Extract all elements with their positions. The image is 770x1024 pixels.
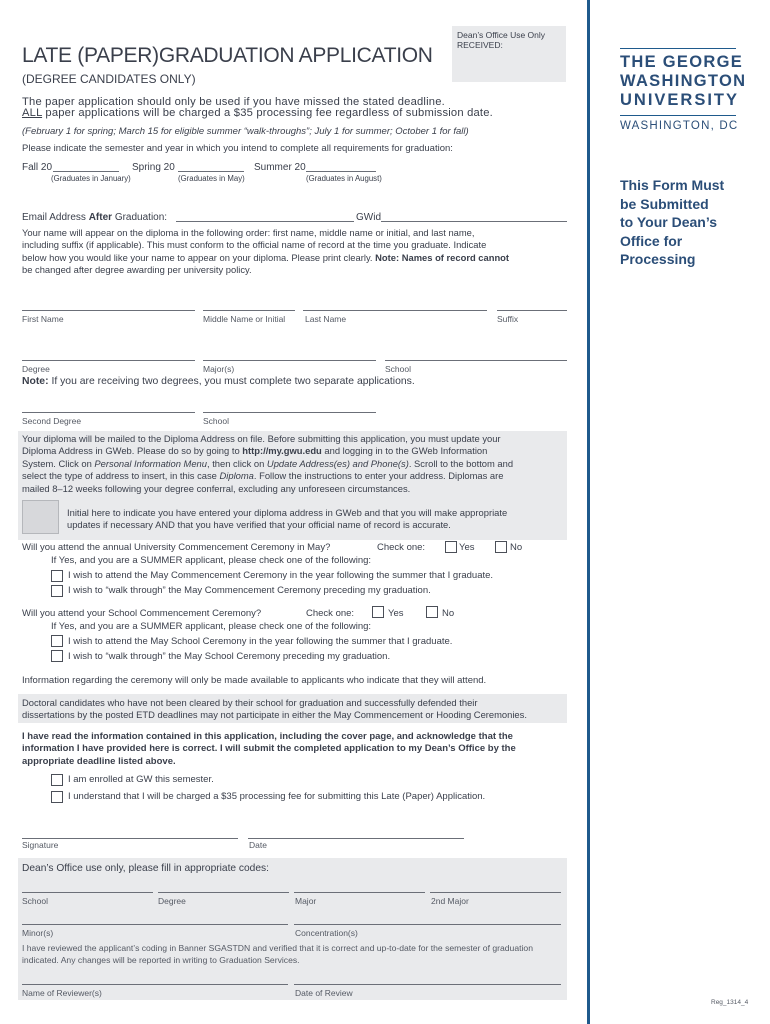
dean-school-label: School — [22, 896, 48, 906]
university-logo — [620, 48, 747, 132]
diploma-l4c: . Follow the instructions to enter your address. Diplomas are — [253, 470, 504, 482]
ack-line-3: appropriate deadline listed above. — [22, 755, 176, 767]
school-label: School — [385, 364, 411, 374]
diploma-line-4 — [22, 470, 567, 482]
submission-callout — [620, 176, 724, 269]
univ-ceremony-question: Will you attend the annual University Commencement Ceremony in May? — [22, 542, 331, 553]
review-date-label: Date of Review — [295, 988, 353, 998]
callout-line-4: Office for — [620, 232, 683, 249]
dean-2nd-major-label: 2nd Major — [431, 896, 469, 906]
ack-line-1: I have read the information contained in this application, including the cover page, and acknowledge that the — [22, 731, 513, 742]
name-instr-3b: Note: Names of record cannot — [375, 251, 510, 263]
initial-line-1: Initial here to indicate you have entered your diploma address in GWeb and that you will make appropriate — [67, 507, 508, 518]
logo-line-3: UNIVERSITY — [620, 91, 740, 109]
intro-line-2 — [22, 107, 493, 119]
diploma-l2a: Diploma Address in GWeb. Please do so by going to — [22, 445, 243, 457]
middle-name-input[interactable] — [203, 310, 295, 311]
email-label-c: Graduation: — [112, 212, 168, 223]
univ-opt1-label: I wish to attend the May Commencement Ceremony in the year following the summer that I graduate. — [68, 570, 494, 581]
diploma-l3a: System. Click on — [22, 457, 95, 469]
first-name-input[interactable] — [22, 310, 195, 311]
signature-input[interactable] — [22, 838, 238, 839]
callout-line-1: This Form Must — [620, 177, 725, 193]
first-name-label: First Name — [22, 314, 64, 324]
semester-fall: Fall 20 — [22, 162, 53, 173]
acknowledgement — [22, 731, 516, 768]
reviewer-name-label: Name of Reviewer(s) — [22, 988, 102, 998]
school-opt2-label: I wish to “walk through” the May School Ceremony preceding my graduation. — [68, 651, 391, 662]
ceremony-info: Information regarding the ceremony will only be made available to applicants who indicate that they will attend. — [22, 675, 487, 686]
school-yes-label: Yes — [388, 608, 404, 619]
semester-summer: Summer 20 — [254, 162, 306, 173]
dean-major-input[interactable] — [294, 892, 425, 893]
univ-yes-checkbox[interactable] — [445, 541, 457, 553]
gwid-input[interactable] — [381, 221, 567, 222]
univ-check-one: Check one: — [377, 542, 426, 553]
spring-note: (Graduates in May) — [178, 174, 245, 183]
diploma-line-3 — [22, 458, 567, 470]
name-instr-3 — [22, 252, 567, 264]
dean-school-input[interactable] — [22, 892, 153, 893]
diploma-l3c: , then click on — [206, 457, 267, 469]
diploma-l4b: Diploma — [219, 470, 254, 482]
majors-input[interactable] — [203, 360, 376, 361]
date-input[interactable] — [248, 838, 464, 839]
diploma-l2c: and logging in to the GWeb Information — [321, 445, 488, 457]
degree-input[interactable] — [22, 360, 195, 361]
page-subtitle: (DEGREE CANDIDATES ONLY) — [22, 72, 196, 86]
review-date-input[interactable] — [294, 984, 561, 985]
school-input[interactable] — [385, 360, 567, 361]
review-line-2: indicated. Any changes will be reported in writing to Graduation Services. — [22, 954, 300, 965]
dean-major-label: Major — [295, 896, 317, 906]
form-code: Reg_1314_4 — [711, 999, 749, 1006]
fee-label: I understand that I will be charged a $35 processing fee for submitting this Late (Paper) Application. — [68, 791, 486, 802]
univ-no-label: No — [510, 542, 523, 553]
name-instr-1: Your name will appear on the diploma in the following order: first name, middle name or initial, and last name, — [22, 227, 475, 238]
doctoral-text — [22, 697, 527, 722]
diploma-l3b: Personal Information Menu — [94, 457, 207, 469]
school-no-label: No — [442, 608, 455, 619]
school-no-checkbox[interactable] — [426, 606, 438, 618]
name-instr-3a: below how you would like your name to appear on your diploma. Please print clearly. — [22, 251, 376, 263]
email-label-a: Email Address — [22, 212, 89, 223]
dean-degree-input[interactable] — [158, 892, 289, 893]
univ-yes-label: Yes — [459, 542, 475, 553]
semester-spring: Spring 20 — [132, 162, 175, 173]
school-opt2-checkbox[interactable] — [51, 650, 63, 662]
doctoral-line-1: Doctoral candidates who have not been cleared by their school for graduation and successfully defended their — [22, 697, 478, 708]
name-instructions — [22, 227, 567, 277]
logo-city: WASHINGTON, DC — [620, 120, 739, 132]
name-instr-2: including suffix (if applicable). This must conform to the official name of record at the time you graduate. Indicate — [22, 239, 487, 251]
suffix-label: Suffix — [497, 314, 519, 324]
initial-line-2: updates if necessary AND that you have verified that your official name of record is accurate. — [67, 519, 451, 531]
name-instr-4: be changed after degree awarding per university policy. — [22, 264, 252, 276]
school-ceremony-question: Will you attend your School Commencement Ceremony? — [22, 608, 262, 619]
deans-section-header: Dean’s Office use only, please fill in appropriate codes: — [22, 863, 269, 874]
callout-line-2: be Submitted — [620, 195, 709, 212]
initial-box[interactable] — [22, 500, 59, 534]
dean-concentrations-input[interactable] — [294, 924, 561, 925]
school-summer-note: If Yes, and you are a SUMMER applicant, please check one of the following: — [51, 621, 372, 632]
school-opt1-checkbox[interactable] — [51, 635, 63, 647]
second-school-input[interactable] — [203, 412, 376, 413]
fall-year-line[interactable] — [53, 171, 119, 172]
dean-concentrations-label: Concentration(s) — [295, 928, 358, 938]
email-label — [22, 212, 167, 223]
note-text: If you are receiving two degrees, you must complete two separate applications. — [48, 376, 415, 387]
diploma-l3e: . Scroll to the bottom and — [408, 457, 514, 469]
diploma-text — [22, 433, 567, 495]
logo-line-1: THE GEORGE — [620, 53, 744, 71]
doctoral-line-2: dissertations by the posted ETD deadlines may not participate in either the May Commencement or Hooding Ceremonies. — [22, 709, 527, 721]
second-school-label: School — [203, 416, 229, 426]
diploma-line-2 — [22, 445, 567, 457]
univ-opt1-checkbox[interactable] — [51, 570, 63, 582]
enrolled-label: I am enrolled at GW this semester. — [68, 774, 214, 785]
office-received-box[interactable] — [452, 26, 566, 82]
dean-degree-label: Degree — [158, 896, 186, 906]
review-line-1: I have reviewed the applicant’s coding in Banner SGASTDN and verified that it is correct and up-to-date for the semester of graduation — [22, 943, 533, 953]
diploma-l3d: Update Address(es) and Phone(s) — [266, 457, 409, 469]
enrolled-checkbox[interactable] — [51, 774, 63, 786]
middle-name-label: Middle Name or Initial — [203, 314, 286, 324]
brand-divider — [587, 0, 590, 1024]
last-name-input[interactable] — [303, 310, 487, 311]
fall-note: (Graduates in January) — [51, 174, 131, 183]
fee-checkbox[interactable] — [51, 791, 63, 803]
degree-label: Degree — [22, 364, 50, 374]
intro-line-1: The paper application should only be used if you have missed the stated deadline. — [22, 96, 445, 108]
logo-line-2: WASHINGTON — [620, 72, 747, 90]
diploma-line-1: Your diploma will be mailed to the Diploma Address on file. Before submitting this application, you must update your — [22, 433, 501, 444]
dean-minors-label: Minor(s) — [22, 928, 54, 938]
office-box-line-1: Dean’s Office Use Only — [457, 30, 546, 40]
review-statement — [22, 943, 533, 966]
diploma-l4a: select the type of address to insert, in this case — [22, 470, 220, 482]
intro-all: ALL — [22, 107, 43, 119]
summer-year-line[interactable] — [306, 171, 376, 172]
suffix-input[interactable] — [497, 310, 567, 311]
page-title: LATE (PAPER)GRADUATION APPLICATION — [22, 44, 433, 67]
date-label: Date — [249, 840, 267, 850]
univ-summer-note: If Yes, and you are a SUMMER applicant, please check one of the following: — [51, 555, 372, 566]
note-bold: Note: — [22, 376, 49, 387]
gwid-label: GWid — [356, 212, 381, 223]
univ-opt2-checkbox[interactable] — [51, 585, 63, 597]
deans-office-section — [18, 858, 567, 1000]
second-degree-label: Second Degree — [22, 416, 82, 426]
email-input[interactable] — [176, 221, 354, 222]
signature-label: Signature — [22, 840, 59, 850]
univ-no-checkbox[interactable] — [495, 541, 507, 553]
semester-instruction: Please indicate the semester and year in which you intend to complete all requirements for graduation: — [22, 143, 453, 154]
ack-line-2: information I have provided here is correct. I will submit the completed application to my Dean’s Office by the — [22, 743, 516, 755]
dean-2nd-major-input[interactable] — [430, 892, 561, 893]
deadlines: (February 1 for spring; March 15 for eligible summer “walk-throughs”; July 1 for summer; October 1 for fall) — [22, 126, 469, 137]
two-degree-note — [22, 376, 415, 387]
callout-line-3: to Your Dean’s — [620, 214, 717, 230]
school-yes-checkbox[interactable] — [372, 606, 384, 618]
office-box-line-2: RECEIVED: — [457, 40, 503, 50]
school-check-one: Check one: — [306, 608, 355, 619]
summer-note: (Graduates in August) — [306, 174, 382, 183]
intro-fee: paper applications will be charged a $35 processing fee regardless of submission date. — [42, 107, 493, 119]
spring-year-line[interactable] — [178, 171, 244, 172]
last-name-label: Last Name — [305, 314, 347, 324]
majors-label: Major(s) — [203, 364, 235, 374]
callout-line-5: Processing — [620, 251, 696, 267]
gweb-link[interactable]: http://my.gwu.edu — [242, 445, 322, 457]
univ-opt2-label: I wish to “walk through” the May Commencement Ceremony preceding my graduation. — [68, 585, 431, 596]
initial-text — [67, 507, 507, 532]
school-opt1-label: I wish to attend the May School Ceremony in the year following the summer that I graduate. — [68, 636, 453, 647]
second-degree-input[interactable] — [22, 412, 195, 413]
diploma-line-5: mailed 8–12 weeks following your degree conferral, excluding any unforeseen circumstances. — [22, 482, 411, 494]
dean-minors-input[interactable] — [22, 924, 288, 925]
email-label-b: After — [88, 212, 113, 223]
reviewer-name-input[interactable] — [22, 984, 288, 985]
